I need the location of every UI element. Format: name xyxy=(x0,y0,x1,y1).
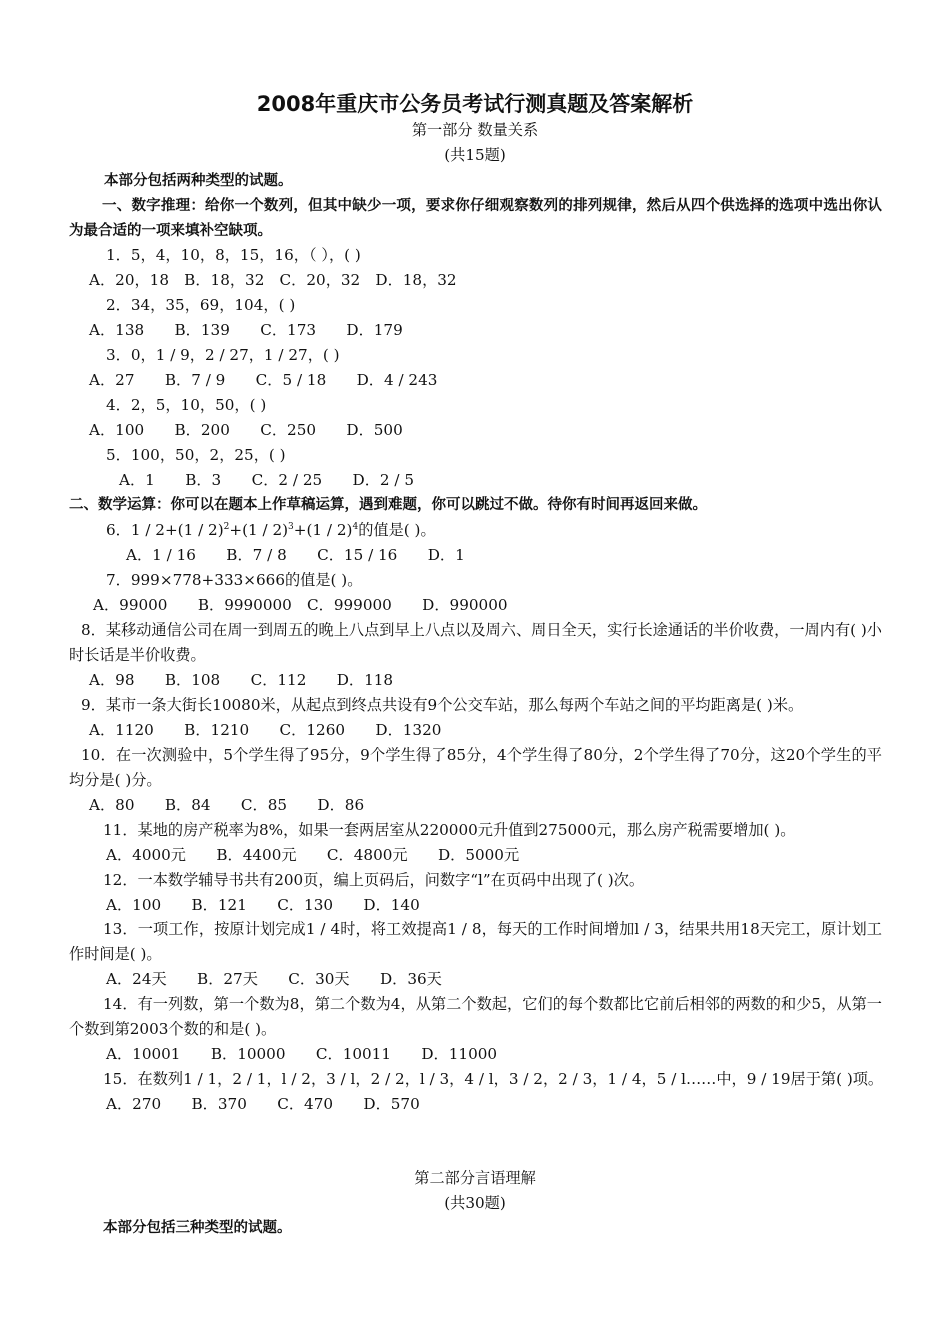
question-3: 3．0，1 / 9，2 / 27，1 / 27，( ) xyxy=(106,346,340,364)
part2-heading: 第二部分言语理解 xyxy=(414,1169,536,1187)
question-12-options: A．100 B．121 C．130 D．140 xyxy=(106,896,420,914)
question-7: 7．999×778+333×666的值是( )。 xyxy=(106,571,363,589)
question-13: 13．一项工作，按原计划完成1 / 4时，将工效提高1 / 8，每天的工作时间增加l / 3，结果共用18天完工，原计划工作时间是( )。 xyxy=(69,920,882,963)
question-4-options: A．100 B．200 C．250 D．500 xyxy=(89,421,403,439)
part1-count: (共15题) xyxy=(444,146,506,164)
question-5: 5．100，50，2，25，( ) xyxy=(106,446,286,464)
part1-heading: 第一部分 数量关系 xyxy=(411,121,539,139)
q6-exp-2: 3 xyxy=(288,521,294,532)
question-7-options: A．99000 B．9990000 C．999000 D．990000 xyxy=(93,596,508,614)
q6-part-d: 的值是( )。 xyxy=(358,521,436,539)
q6-part-b: +(1 / 2) xyxy=(229,521,289,539)
question-9-options: A．1120 B．1210 C．1260 D．1320 xyxy=(89,721,442,739)
question-6 xyxy=(106,518,882,543)
question-15: 15．在数列1 / 1，2 / 1，l / 2，3 / l，2 / 2，l / 3，4 / l，3 / 2，2 / 3，1 / 4，5 / l……中，9 / 19居于第( )项。 xyxy=(103,1070,884,1088)
question-3-options: A．27 B．7 / 9 C．5 / 18 D．4 / 243 xyxy=(89,371,438,389)
question-8-options: A．98 B．108 C．112 D．118 xyxy=(89,671,394,689)
question-2: 2．34，35，69，104，( ) xyxy=(106,296,296,314)
question-14-options: A．10001 B．10000 C．10011 D．11000 xyxy=(106,1045,498,1063)
question-10-options: A．80 B．84 C．85 D．86 xyxy=(89,796,365,814)
question-12: 12．一本数学辅导书共有200页，编上页码后，问数字“l”在页码中出现了( )次。 xyxy=(103,871,645,889)
q6-exp-1: 2 xyxy=(223,521,230,532)
section1-heading: 一、数字推理：给你一个数列，但其中缺少一项，要求你仔细观察数列的排列规律，然后从四个供选择的选项中选出你认为最合适的一项来填补空缺项。 xyxy=(69,198,882,239)
question-8: 8．某移动通信公司在周一到周五的晚上八点到早上八点以及周六、周日全天，实行长途通话的半价收费，一周内有( )小时长话是半价收费。 xyxy=(69,621,882,664)
part2-count: (共30题) xyxy=(444,1194,506,1212)
question-15-options: A．270 B．370 C．470 D．570 xyxy=(106,1095,420,1113)
page-title: 2008年重庆市公务员考试行测真题及答案解析 xyxy=(256,92,694,116)
q6-part-a: 6．1 / 2+(1 / 2) xyxy=(106,521,224,539)
question-11: 11．某地的房产税率为8%，如果一套两居室从220000元升值到275000元，那么房产税需要增加( )。 xyxy=(103,821,796,839)
question-1-options: A．20，18 B．18，32 C．20，32 D．18，32 xyxy=(89,271,457,289)
question-9: 9．某市一条大街长10080米，从起点到终点共设有9个公交车站，那么每两个车站之间的平均距离是( )米。 xyxy=(81,696,804,714)
question-13-options: A．24天 B．27天 C．30天 D．36天 xyxy=(106,970,442,988)
part1-intro: 本部分包括两种类型的试题。 xyxy=(104,173,293,189)
part2-intro: 本部分包括三种类型的试题。 xyxy=(103,1220,292,1236)
question-14: 14．有一列数，第一个数为8，第二个数为4，从第二个数起，它们的每个数都比它前后相邻的两数的和少5，从第一个数到第2003个数的和是( )。 xyxy=(69,995,882,1038)
q6-exp-3: 4 xyxy=(352,521,359,532)
question-5-options: A．1 B．3 C．2 / 25 D．2 / 5 xyxy=(119,471,414,489)
question-6-options: A．1 / 16 B．7 / 8 C．15 / 16 D．1 xyxy=(126,546,465,564)
q6-part-c: +(1 / 2) xyxy=(293,521,353,539)
section2-heading: 二、数学运算：你可以在题本上作草稿运算，遇到难题，你可以跳过不做。待你有时间再返回来做。 xyxy=(69,497,707,513)
question-11-options: A．4000元 B．4400元 C．4800元 D．5000元 xyxy=(106,846,520,864)
question-10: 10．在一次测验中，5个学生得了95分，9个学生得了85分，4个学生得了80分，2个学生得了70分，这20个学生的平均分是( )分。 xyxy=(69,746,882,789)
question-2-options: A．138 B．139 C．173 D．179 xyxy=(89,321,403,339)
question-1: 1．5，4，10，8，15，16，（ ），( ) xyxy=(106,246,361,264)
question-4: 4．2，5，10，50，( ) xyxy=(106,396,267,414)
